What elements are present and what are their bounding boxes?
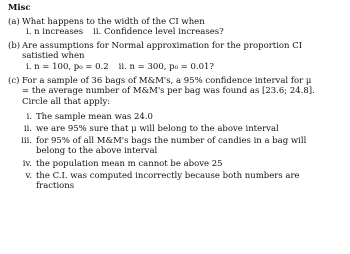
question-b-text-line-1: Are assumptions for Normal approximation for the proportion CI <box>22 41 303 51</box>
question-b-sub-ii: ii. n = 300, p₀ = 0.01? <box>118 61 214 72</box>
choice-number: ii. <box>23 124 32 134</box>
question-b-text-line-2: satistied when <box>22 51 85 62</box>
question-b-subparts <box>22 62 302 72</box>
question-a-text: What happens to the width of the CI when <box>22 17 205 27</box>
question-c-label: (c) <box>8 76 20 86</box>
question-a-subparts <box>22 27 224 37</box>
choice-text: the C.I. was computed incorrectly because both numbers are <box>36 171 300 181</box>
question-b-sub-i: i. n = 100, p₀ = 0.2 <box>26 61 109 72</box>
choice-number: iii. <box>21 136 32 146</box>
choice-number: v. <box>25 171 32 181</box>
question-c-instruction: Circle all that apply: <box>22 96 111 107</box>
question-a-sub-i: i. n increases <box>26 27 84 38</box>
choice-number: i. <box>26 112 32 122</box>
choice-text: we are 95% sure that μ will belong to the above interval <box>36 124 279 134</box>
question-a-sub-ii: ii. Confidence level increases? <box>93 27 224 38</box>
question-a-label: (a) <box>8 17 20 27</box>
choice-text: The sample mean was 24.0 <box>36 112 153 122</box>
choice-number: iv. <box>22 159 32 169</box>
choice-text-continued: fractions <box>36 181 75 192</box>
question-c-text-line-1: For a sample of 36 bags of M&M's, a 95% confidence interval for μ <box>22 76 312 86</box>
question-c-text-line-2: = the average number of M&M's per bag was found as [23.6; 24.8]. <box>22 86 315 97</box>
section-heading: Misc <box>8 3 31 13</box>
choice-text-continued: belong to the above interval <box>36 146 158 157</box>
question-b-label: (b) <box>8 41 21 51</box>
choice-text: for 95% of all M&M's bags the number of candies in a bag will <box>36 136 307 146</box>
choice-text: the population mean m cannot be above 25 <box>36 159 223 169</box>
